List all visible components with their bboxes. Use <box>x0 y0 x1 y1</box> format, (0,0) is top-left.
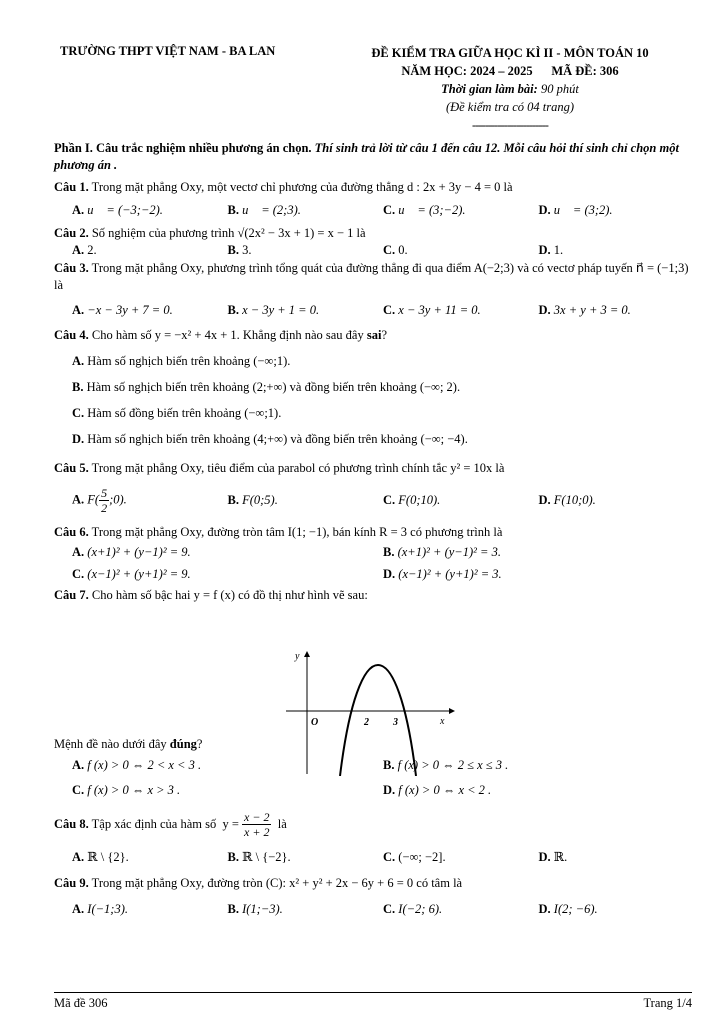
option-letter: A. <box>72 353 85 368</box>
option-a[interactable] <box>72 303 228 318</box>
option-c[interactable] <box>72 567 383 582</box>
time-label: Thời gian làm bài: <box>441 82 538 96</box>
option-letter: C. <box>383 202 396 217</box>
option-letter: A. <box>72 242 85 257</box>
option-text: ℝ. <box>553 850 568 864</box>
option-c[interactable] <box>72 783 383 798</box>
options-q7-row2 <box>54 777 694 803</box>
option-text: I(−2; 6). <box>398 901 443 916</box>
option-text: Hàm số nghịch biến trên khoảng (4;+∞) và đồng biến trên khoảng (−∞; −4). <box>87 431 468 446</box>
part-1-heading <box>54 140 694 174</box>
question-text-end: ? <box>381 328 387 342</box>
option-letter: B. <box>227 202 239 217</box>
option-text: x − 3y + 11 = 0. <box>398 302 481 317</box>
origin-label: O <box>311 717 319 728</box>
option-letter: C. <box>383 302 396 317</box>
option-letter: A. <box>72 491 85 506</box>
option-a[interactable] <box>72 203 228 218</box>
option-c[interactable] <box>383 850 539 865</box>
option-text: Hàm số đồng biến trên khoảng (−∞;1). <box>87 405 282 420</box>
options-q6-row2 <box>54 563 694 585</box>
question-text: Số nghiệm của phương trình √(2x² − 3x + 1) = x − 1 là <box>88 226 366 240</box>
time-value: 90 phút <box>537 82 579 96</box>
question-label: Câu 3. <box>54 261 89 275</box>
option-text: u⃗ = (2;3). <box>242 202 301 217</box>
prompt-text: Mệnh đề nào dưới đây <box>54 737 170 751</box>
fraction-numerator: 5 <box>101 485 108 500</box>
option-letter: B. <box>383 757 395 772</box>
option-letter: B. <box>227 242 239 257</box>
option-letter: A. <box>72 757 85 772</box>
option-text: I(2; −6). <box>553 901 598 916</box>
question-1 <box>54 179 694 196</box>
option-text: Hàm số nghịch biến trên khoảng (2;+∞) và đồng biến trên khoảng (−∞; 2). <box>86 379 461 394</box>
option-text: f (x) > 0 ⇔ x > 3 . <box>87 782 181 797</box>
option-letter: A. <box>72 202 85 217</box>
question-text: Trong mặt phẳng Oxy, đường tròn (C): x² + y² + 2x − 6y + 6 = 0 có tâm là <box>88 876 463 890</box>
option-c[interactable] <box>383 243 539 258</box>
option-letter: D. <box>538 492 551 507</box>
option-letter: C. <box>72 566 85 581</box>
question-8 <box>54 807 694 841</box>
option-c[interactable] <box>54 400 694 426</box>
option-letter: D. <box>383 782 396 797</box>
option-letter: B. <box>383 544 395 559</box>
option-d[interactable] <box>383 783 694 798</box>
option-letter: A. <box>72 901 85 916</box>
parabola-curve <box>340 665 416 776</box>
option-text: (−∞; −2]. <box>398 849 446 864</box>
option-b[interactable] <box>228 902 384 917</box>
prompt-text-end: ? <box>196 737 203 751</box>
option-text: I(1;−3). <box>242 901 283 916</box>
question-text: Tập xác định của hàm số y = <box>88 816 243 831</box>
option-text: u⃗ = (3;−2). <box>398 202 466 217</box>
x-axis-label: x <box>440 716 445 727</box>
option-letter: A. <box>72 544 85 559</box>
option-letter: A. <box>72 302 85 317</box>
option-text: x − 3y + 1 = 0. <box>242 302 320 317</box>
options-q9 <box>54 896 694 922</box>
fraction <box>242 810 271 839</box>
exam-year-code: NĂM HỌC: 2024 – 2025 MÃ ĐỀ: 306 <box>401 64 619 78</box>
option-text: ℝ \ {2}. <box>87 850 129 864</box>
option-text: f (x) > 0 ⇔ x < 2 . <box>398 782 492 797</box>
question-2 <box>54 225 694 242</box>
options-q1 <box>54 200 694 220</box>
option-b[interactable] <box>228 303 384 318</box>
question-text-end: là <box>271 816 287 831</box>
option-a[interactable] <box>72 486 228 515</box>
question-label: Câu 8. <box>54 816 89 831</box>
question-9 <box>54 875 694 892</box>
option-c[interactable] <box>383 493 539 508</box>
option-letter: D. <box>538 302 551 317</box>
question-5 <box>54 460 694 477</box>
option-text: 3x + y + 3 = 0. <box>553 302 631 317</box>
option-b[interactable] <box>228 203 384 218</box>
option-letter: C. <box>72 782 85 797</box>
option-text: F(0;10). <box>398 492 441 507</box>
option-d[interactable] <box>539 303 695 318</box>
question-3 <box>54 260 694 294</box>
option-text: −x − 3y + 7 = 0. <box>87 302 173 317</box>
option-text-pre: F( <box>87 491 100 506</box>
option-text: (x+1)² + (y−1)² = 9. <box>87 544 191 559</box>
exam-title: ĐỀ KIỂM TRA GIỮA HỌC KÌ II - MÔN TOÁN 10 <box>371 46 649 60</box>
option-letter: C. <box>383 242 396 257</box>
option-letter: D. <box>538 901 551 916</box>
tick-label-3: 3 <box>393 717 398 728</box>
option-text: (x−1)² + (y+1)² = 3. <box>398 566 502 581</box>
option-d[interactable] <box>539 902 695 917</box>
y-axis-label: y <box>295 651 300 662</box>
exam-content <box>54 140 694 922</box>
option-letter: B. <box>227 901 239 916</box>
fraction-numerator: x − 2 <box>244 809 270 824</box>
option-c[interactable] <box>383 303 539 318</box>
option-d[interactable] <box>539 243 695 258</box>
option-text: f (x) > 0 ⇔ 2 < x < 3 . <box>87 757 202 772</box>
question-label: Câu 1. <box>54 180 89 194</box>
option-d[interactable] <box>383 567 694 582</box>
parabola-graph <box>282 648 462 776</box>
option-text: ℝ \ {−2}. <box>242 850 291 864</box>
option-letter: D. <box>538 242 551 257</box>
question-label: Câu 9. <box>54 876 89 890</box>
option-text: 3. <box>242 242 252 257</box>
school-name: TRƯỜNG THPT VIỆT NAM - BA LAN <box>60 44 276 58</box>
option-letter: B. <box>227 302 239 317</box>
option-text: Hàm số nghịch biến trên khoảng (−∞;1). <box>87 353 291 368</box>
option-b[interactable] <box>383 545 694 560</box>
prompt-emphasis: đúng <box>169 737 197 751</box>
options-q2 <box>54 242 694 258</box>
option-text-post: ;0). <box>109 491 127 506</box>
option-a[interactable] <box>72 545 383 560</box>
option-letter: C. <box>383 849 396 864</box>
question-7 <box>54 587 694 604</box>
tick-label-2: 2 <box>364 717 369 728</box>
question-label: Câu 5. <box>54 461 89 475</box>
question-text: Trong mặt phẳng Oxy, tiêu điểm của parabol có phương trình chính tắc y² = 10x là <box>88 461 505 475</box>
option-letter: B. <box>72 379 84 394</box>
option-a[interactable] <box>72 902 228 917</box>
option-letter: D. <box>72 431 85 446</box>
fraction-denominator: 2 <box>101 500 108 515</box>
option-text: 2. <box>87 242 97 257</box>
footer-exam-code: Mã đề 306 <box>54 996 108 1010</box>
exam-header <box>342 44 678 134</box>
question-text: Trong mặt phẳng Oxy, một vectơ chỉ phương của đường thẳng d : 2x + 3y − 4 = 0 là <box>88 180 513 194</box>
exam-time <box>342 80 678 98</box>
option-a[interactable] <box>54 348 694 374</box>
option-letter: C. <box>72 405 85 420</box>
option-text: 1. <box>553 242 564 257</box>
option-c[interactable] <box>383 902 539 917</box>
option-b[interactable] <box>54 374 694 400</box>
header-divider: ------------------------ <box>472 118 548 132</box>
option-text: 0. <box>398 242 408 257</box>
option-d[interactable] <box>539 849 695 865</box>
question-label: Câu 6. <box>54 525 89 539</box>
option-d[interactable] <box>54 426 694 452</box>
option-text: u⃗ = (3;2). <box>553 202 613 217</box>
option-text: (x+1)² + (y−1)² = 3. <box>397 544 501 559</box>
option-text: F(10;0). <box>553 492 596 507</box>
option-letter: D. <box>383 566 396 581</box>
question-6 <box>54 524 694 541</box>
option-letter: C. <box>383 901 396 916</box>
question-label: Câu 4. <box>54 328 89 342</box>
footer-page-number: Trang 1/4 <box>643 996 692 1010</box>
option-d[interactable] <box>539 493 695 508</box>
part-1-instruction: Thí sinh trả lời từ câu 1 đến câu 12. Mỗi câu hỏi thí sinh chỉ chọn một phương án . <box>54 141 679 172</box>
options-q6-row1 <box>54 541 694 563</box>
question-text: Trong mặt phẳng Oxy, đường tròn tâm I(1; −1), bán kính R = 3 có phương trình là <box>88 525 503 539</box>
fraction-denominator: x + 2 <box>244 824 270 839</box>
options-q8 <box>54 845 694 869</box>
question-label: Câu 2. <box>54 226 89 240</box>
options-q5 <box>54 481 694 519</box>
option-letter: D. <box>538 202 551 217</box>
question-label: Câu 7. <box>54 588 89 602</box>
question-4 <box>54 327 694 344</box>
part-1-lead: Phần I. Câu trắc nghiệm nhiều phương án chọn. <box>54 141 312 155</box>
option-letter: B. <box>227 492 239 507</box>
option-d[interactable] <box>539 203 695 218</box>
option-text: I(−1;3). <box>87 901 128 916</box>
option-a[interactable] <box>72 849 228 865</box>
question-emphasis: sai <box>366 328 382 342</box>
option-letter: C. <box>383 492 396 507</box>
footer-divider <box>54 992 692 993</box>
pages-note: (Đề kiểm tra có 04 trang) <box>445 100 575 114</box>
option-text: F(0;5). <box>242 492 278 507</box>
options-q3 <box>54 298 694 322</box>
option-letter: A. <box>72 850 85 864</box>
question-text: Cho hàm số bậc hai y = f (x) có đồ thị như hình vẽ sau: <box>88 588 368 602</box>
option-b[interactable] <box>228 849 384 865</box>
question-text: Trong mặt phẳng Oxy, phương trình tổng quát của đường thẳng đi qua điểm A(−2;3) và có vectơ pháp tuyến n⃗ = (−1;3) là <box>54 261 689 292</box>
question-text: Cho hàm số y = −x² + 4x + 1. Khẳng định nào sau đây <box>88 328 367 342</box>
option-a[interactable] <box>72 243 228 258</box>
fraction <box>99 486 109 515</box>
option-b[interactable] <box>228 243 384 258</box>
option-text: (x−1)² + (y+1)² = 9. <box>87 566 191 581</box>
option-b[interactable] <box>228 493 384 508</box>
option-text: u⃗ = (−3;−2). <box>87 202 163 217</box>
option-letter: D. <box>538 850 551 864</box>
option-letter: B. <box>227 850 239 864</box>
option-text: f (x) > 0 ⇔ 2 ≤ x ≤ 3 . <box>397 757 509 772</box>
option-c[interactable] <box>383 203 539 218</box>
